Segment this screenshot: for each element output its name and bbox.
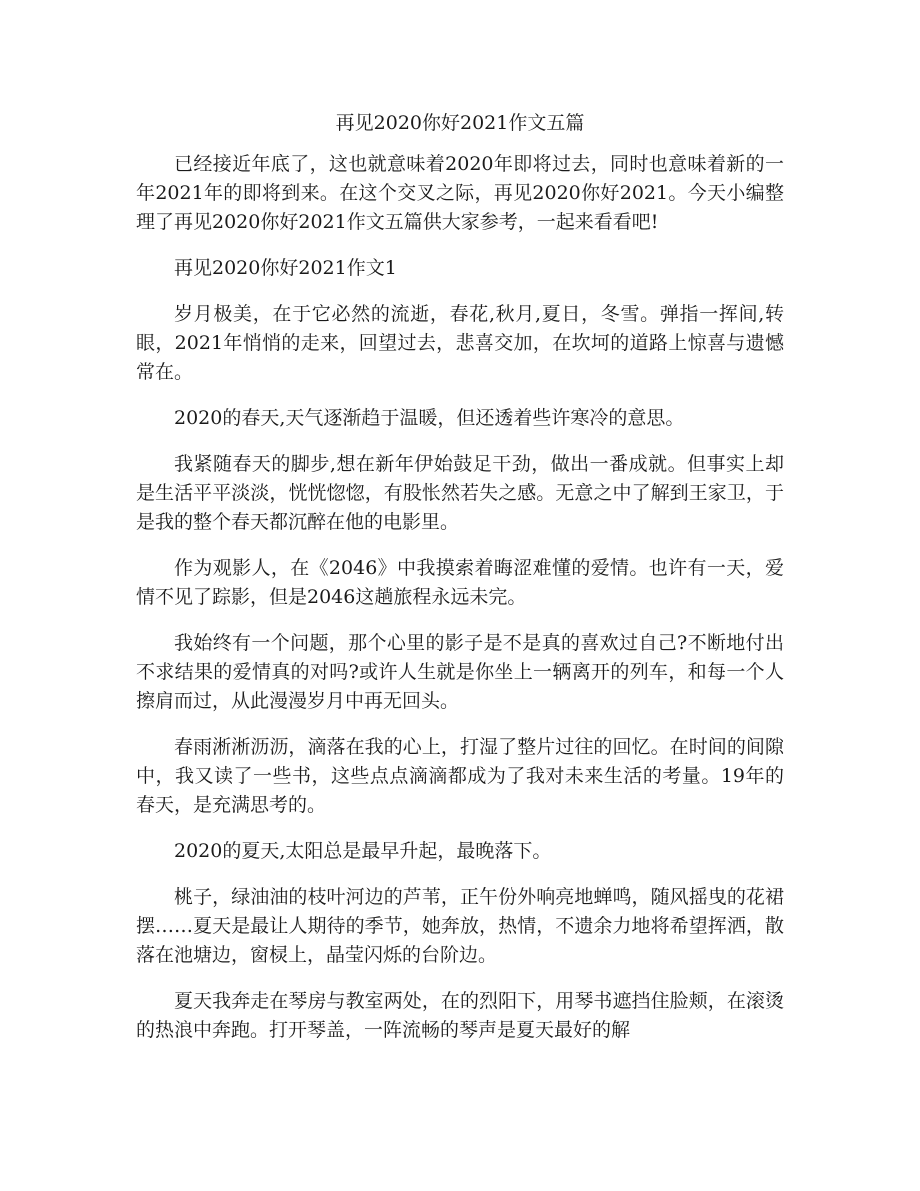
paragraph: 我始终有一个问题，那个心里的影子是不是真的喜欢过自己?不断地付出不求结果的爱情真的对吗?或许人生就是你坐上一辆离开的列车，和每一个人擦肩而过，从此漫漫岁月中再无回头。	[136, 632, 784, 712]
document-title: 再见2020你好2021作文五篇	[335, 112, 585, 134]
paragraph: 作为观影人，在《2046》中我摸索着晦涩难懂的爱情。也许有一天，爱情不见了踪影，但是2046这趟旅程永远未完。	[136, 557, 784, 608]
paragraph-intro: 已经接近年底了，这也就意味着2020年即将过去，同时也意味着新的一年2021年的即将到来。在这个交叉之际，再见2020你好2021。今天小编整理了再见2020你好2021作文五篇供大家参考，一起来看看吧!	[136, 153, 784, 233]
paragraph: 我紧随春天的脚步,想在新年伊始鼓足干劲，做出一番成就。但事实上却是生活平平淡淡，恍恍惚惚，有股怅然若失之感。无意之中了解到王家卫，于是我的整个春天都沉醉在他的电影里。	[136, 453, 784, 533]
paragraph: 春雨淅淅沥沥，滴落在我的心上，打湿了整片过往的回忆。在时间的间隙中，我又读了一些书，这些点点滴滴都成为了我对未来生活的考量。19年的春天，是充满思考的。	[136, 736, 784, 816]
document-body	[136, 150, 784, 1062]
paragraph: 夏天我奔走在琴房与教室两处，在的烈阳下，用琴书遮挡住脸颊，在滚烫的热浪中奔跑。打开琴盖，一阵流畅的琴声是夏天最好的解	[136, 990, 784, 1041]
paragraph: 2020的春天,天气逐渐趋于温暖，但还透着些许寒冷的意思。	[174, 407, 685, 429]
paragraph: 2020的夏天,太阳总是最早升起，最晚落下。	[174, 840, 552, 862]
paragraph: 岁月极美，在于它必然的流逝，春花,秋月,夏日，冬雪。弹指一挥间,转眼，2021年悄悄的走来，回望过去，悲喜交加，在坎坷的道路上惊喜与遗憾常在。	[136, 303, 784, 383]
paragraph: 桃子，绿油油的枝叶河边的芦苇，正午份外响亮地蝉鸣，随风摇曳的花裙摆……夏天是最让人期待的季节，她奔放，热情，不遗余力地将希望挥洒，散落在池塘边，窗棂上，晶莹闪烁的台阶边。	[136, 886, 784, 966]
section-heading: 再见2020你好2021作文1	[174, 257, 397, 279]
